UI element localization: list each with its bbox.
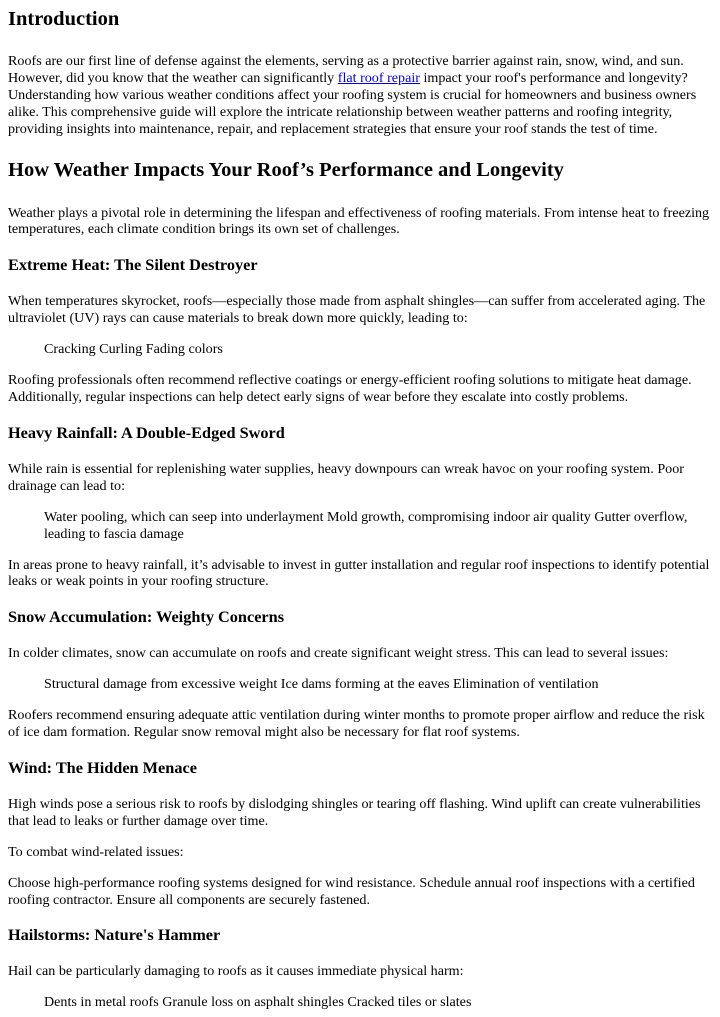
rain-paragraph-2: In areas prone to heavy rainfall, it’s advisable to invest in gutter installation and regular roof inspections to identify potential leaks or weak points in your roofing structure. — [8, 556, 710, 590]
heat-heading: Extreme Heat: The Silent Destroyer — [8, 255, 258, 275]
hail-heading: Hailstorms: Nature's Hammer — [8, 925, 221, 945]
rain-heading: Heavy Rainfall: A Double-Edged Sword — [8, 422, 285, 442]
wind-paragraph-1: High winds pose a serious risk to roofs by dislodging shingles or tearing off flashing. Wind uplift can create vulnerabilities that lead to leaks or further damage over time. — [8, 795, 701, 829]
snow-heading: Snow Accumulation: Weighty Concerns — [8, 607, 285, 627]
hail-list: Dents in metal roofs Granule loss on asphalt shingles Cracked tiles or slates — [44, 994, 472, 1011]
flat-roof-repair-link[interactable]: flat roof repair — [337, 69, 420, 86]
snow-paragraph-2: Roofers recommend ensuring adequate attic ventilation during winter months to promote proper airflow and reduce the risk of ice dam formation. Regular snow removal might also be necessary for flat roof systems. — [8, 707, 705, 741]
intro-heading: Introduction — [8, 8, 120, 30]
snow-paragraph-1: In colder climates, snow can accumulate on roofs and create significant weight stress. This can lead to several issues: — [8, 645, 669, 662]
wind-heading: Wind: The Hidden Menace — [8, 757, 197, 777]
heat-paragraph-1: When temperatures skyrocket, roofs—especially those made from asphalt shingles—can suffer from accelerated aging. The ultraviolet (UV) rays can cause materials to break down more quickly, leading to: — [8, 293, 706, 327]
wind-paragraph-3: Choose high-performance roofing systems designed for wind resistance. Schedule annual roof inspections with a certified roofing contractor. Ensure all components are securely fastened. — [8, 874, 695, 908]
wind-paragraph-2: To combat wind-related issues: — [8, 843, 184, 860]
hail-paragraph-1: Hail can be particularly damaging to roofs as it causes immediate physical harm: — [8, 963, 464, 980]
weather-paragraph: Weather plays a pivotal role in determining the lifespan and effectiveness of roofing materials. From intense heat to freezing temperatures, each climate condition brings its own set of challenges. — [8, 204, 710, 238]
intro-paragraph — [8, 53, 712, 138]
intro-text-before: Roofs are our first line of defense against the elements, serving as a protective barrier against rain, snow, wind, and sun. However, did you know that the weather can significantly — [8, 53, 684, 86]
rain-list: Water pooling, which can seep into underlayment Mold growth, compromising indoor air quality Gutter overflow, leading to fascia damage — [44, 508, 688, 542]
intro-text-after: impact your roof's performance and longevity? Understanding how various weather conditions affect your roofing system is crucial for homeowners and business owners alike. This comprehensive guide will explore the intricate relationship between weather patterns and roofing integrity, providing insights into maintenance, repair, and replacement strategies that ensure your roof stands the test of time. — [8, 69, 697, 137]
weather-heading: How Weather Impacts Your Roof’s Performance and Longevity — [8, 158, 564, 181]
heat-paragraph-2: Roofing professionals often recommend reflective coatings or energy-efficient roofing solutions to mitigate heat damage. Additionally, regular inspections can help detect early signs of wear before they escalate into costly problems. — [8, 372, 692, 405]
rain-paragraph-1: While rain is essential for replenishing water supplies, heavy downpours can wreak havoc on your roofing system. Poor drainage can lead to: — [8, 460, 684, 494]
snow-list: Structural damage from excessive weight Ice dams forming at the eaves Elimination of ventilation — [44, 676, 599, 693]
heat-list: Cracking Curling Fading colors — [44, 341, 223, 358]
